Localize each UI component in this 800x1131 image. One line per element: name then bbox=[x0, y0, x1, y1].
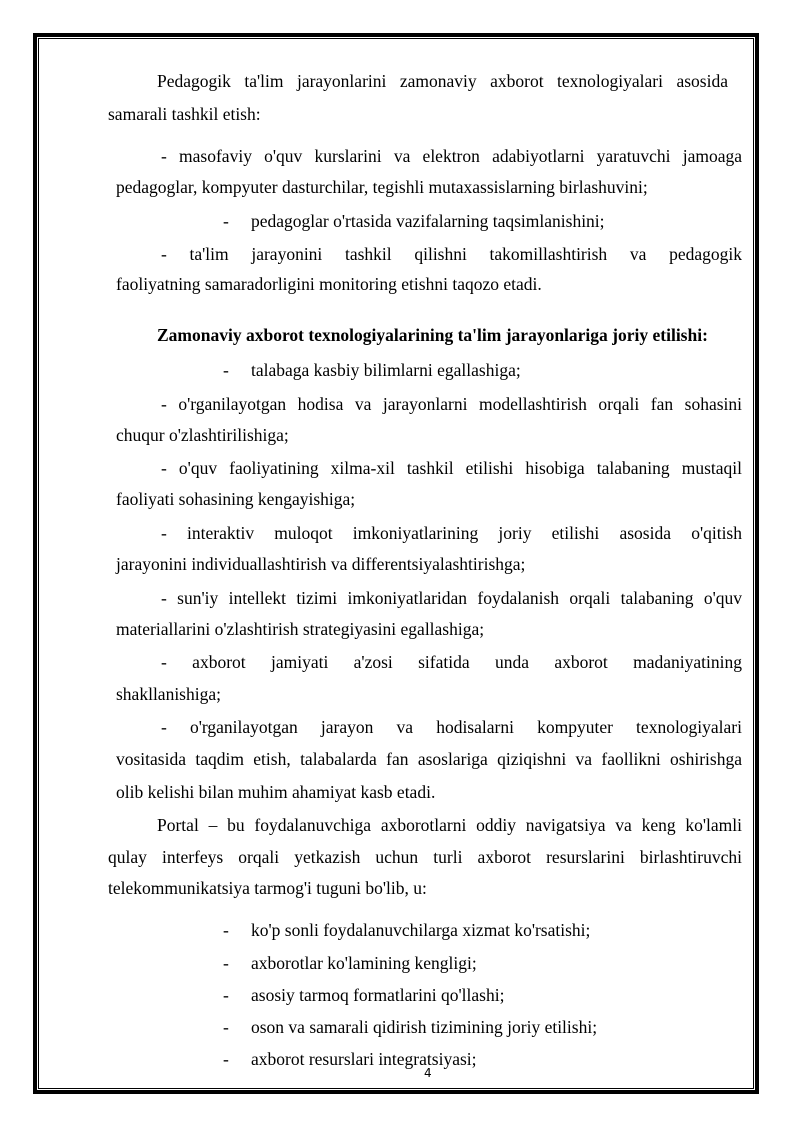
list-item: - o'rganilayotgan jarayon va hodisalarni kompyuter texnologiyalari bbox=[161, 717, 742, 737]
list-item-continuation: faoliyati sohasining kengayishiga; bbox=[116, 489, 356, 509]
list-item: - interaktiv muloqot imkoniyatlarining joriy etilishi asosida o'qitish bbox=[161, 523, 742, 543]
dash-bullet: - bbox=[223, 985, 229, 1005]
dash-bullet: - bbox=[223, 920, 229, 940]
section-heading: Zamonaviy axborot texnologiyalarining ta'lim jarayonlariga joriy etilishi: bbox=[157, 325, 708, 345]
dash-bullet: - bbox=[223, 1049, 229, 1069]
list-item: oson va samarali qidirish tizimining joriy etilishi; bbox=[251, 1017, 598, 1037]
dash-bullet: - bbox=[223, 953, 229, 973]
list-item: - o'rganilayotgan hodisa va jarayonlarni modellashtirish orqali fan sohasini bbox=[161, 394, 742, 414]
page-number: 4 bbox=[424, 1066, 432, 1080]
paragraph-line: qulay interfeys orqali yetkazish uchun turli axborot resurslarini birlashtiruvchi bbox=[108, 847, 742, 867]
list-item: - axborot jamiyati a'zosi sifatida unda axborot madaniyatining bbox=[161, 652, 742, 672]
dash-bullet: - bbox=[223, 1017, 229, 1037]
list-item-continuation: shakllanishiga; bbox=[116, 684, 221, 704]
list-item: talabaga kasbiy bilimlarni egallashiga; bbox=[251, 360, 521, 380]
list-item-continuation: materiallarini o'zlashtirish strategiyasini egallashiga; bbox=[116, 619, 485, 639]
paragraph-line: telekommunikatsiya tarmog'i tuguni bo'lib, u: bbox=[108, 878, 427, 898]
dash-bullet: - bbox=[223, 211, 229, 231]
list-item: - o'quv faoliyatining xilma-xil tashkil etilishi hisobiga talabaning mustaqil bbox=[161, 458, 742, 478]
dash-bullet: - bbox=[223, 360, 229, 380]
paragraph-line: Pedagogik ta'lim jarayonlarini zamonaviy axborot texnologiyalari asosida bbox=[157, 71, 728, 91]
list-item: axborotlar ko'lamining kengligi; bbox=[251, 953, 477, 973]
list-item-continuation: faoliyatning samaradorligini monitoring etishni taqozo etadi. bbox=[116, 274, 542, 294]
paragraph-line: Portal – bu foydalanuvchiga axborotlarni oddiy navigatsiya va keng ko'lamli bbox=[157, 815, 742, 835]
list-item: - sun'iy intellekt tizimi imkoniyatlaridan foydalanish orqali talabaning o'quv bbox=[161, 588, 742, 608]
list-item: axborot resurslari integratsiyasi; bbox=[251, 1049, 477, 1069]
list-item-continuation: olib kelishi bilan muhim ahamiyat kasb etadi. bbox=[116, 782, 436, 802]
list-item: ko'p sonli foydalanuvchilarga xizmat ko'rsatishi; bbox=[251, 920, 591, 940]
list-item-continuation: pedagoglar, kompyuter dasturchilar, tegishli mutaxassislarning birlashuvini; bbox=[116, 177, 648, 197]
list-item-continuation: vositasida taqdim etish, talabalarda fan asoslariga qiziqishni va faollikni oshirishga bbox=[116, 749, 742, 769]
list-item: asosiy tarmoq formatlarini qo'llashi; bbox=[251, 985, 505, 1005]
list-item-continuation: chuqur o'zlashtirilishiga; bbox=[116, 425, 289, 445]
paragraph-line: samarali tashkil etish: bbox=[108, 104, 261, 124]
list-item: - ta'lim jarayonini tashkil qilishni takomillashtirish va pedagogik bbox=[161, 244, 742, 264]
list-item-continuation: jarayonini individuallashtirish va differentsiyalashtirishga; bbox=[116, 554, 526, 574]
list-item: pedagoglar o'rtasida vazifalarning taqsimlanishini; bbox=[251, 211, 605, 231]
list-item: - masofaviy o'quv kurslarini va elektron adabiyotlarni yaratuvchi jamoaga bbox=[161, 146, 742, 166]
